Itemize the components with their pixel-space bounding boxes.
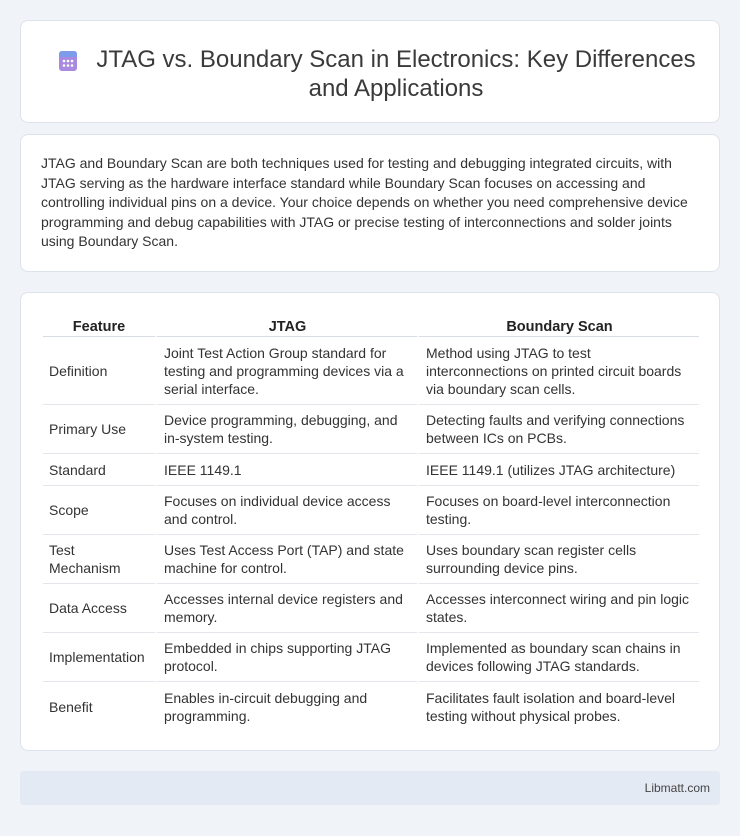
cell-jtag: Joint Test Action Group standard for testing and programming devices via a serial interface. bbox=[155, 337, 417, 405]
table-row bbox=[43, 535, 699, 584]
cell-jtag: Focuses on individual device access and control. bbox=[155, 486, 417, 535]
table-row bbox=[43, 337, 699, 405]
cell-feature: Data Access bbox=[43, 584, 155, 633]
intro-card bbox=[20, 134, 720, 272]
intro-paragraph: JTAG and Boundary Scan are both techniques used for testing and debugging integrated circuits, with JTAG serving as the hardware interface standard while Boundary Scan focuses on accessing and controlling individual pins on a device. Your choice depends on whether you need comprehensive device programming and debug capabilities with JTAG or precise testing of interconnections and solder joints using Boundary Scan. bbox=[41, 155, 688, 249]
cell-boundary-scan: Implemented as boundary scan chains in devices following JTAG standards. bbox=[417, 633, 699, 682]
cell-jtag: Device programming, debugging, and in-system testing. bbox=[155, 405, 417, 454]
comparison-table bbox=[43, 315, 699, 731]
cell-jtag: Embedded in chips supporting JTAG protocol. bbox=[155, 633, 417, 682]
calculator-icon bbox=[57, 50, 79, 72]
cell-boundary-scan: IEEE 1149.1 (utilizes JTAG architecture) bbox=[417, 454, 699, 486]
table-row bbox=[43, 633, 699, 682]
cell-boundary-scan: Uses boundary scan register cells surrounding device pins. bbox=[417, 535, 699, 584]
cell-boundary-scan: Focuses on board-level interconnection testing. bbox=[417, 486, 699, 535]
table-row bbox=[43, 454, 699, 486]
cell-jtag: IEEE 1149.1 bbox=[155, 454, 417, 486]
cell-jtag: Uses Test Access Port (TAP) and state machine for control. bbox=[155, 535, 417, 584]
cell-feature: Standard bbox=[43, 454, 155, 486]
cell-boundary-scan: Facilitates fault isolation and board-level testing without physical probes. bbox=[417, 682, 699, 731]
cell-feature: Implementation bbox=[43, 633, 155, 682]
header-feature: Feature bbox=[43, 315, 155, 337]
title-card bbox=[20, 20, 720, 123]
cell-feature: Definition bbox=[43, 337, 155, 405]
table-row bbox=[43, 584, 699, 633]
cell-jtag: Enables in-circuit debugging and programming. bbox=[155, 682, 417, 731]
table-row bbox=[43, 405, 699, 454]
cell-boundary-scan: Detecting faults and verifying connections between ICs on PCBs. bbox=[417, 405, 699, 454]
cell-feature: Benefit bbox=[49, 698, 93, 715]
table-row bbox=[43, 682, 699, 731]
comparison-card bbox=[20, 292, 720, 751]
page-title: JTAG vs. Boundary Scan in Electronics: Key Differences and Applications bbox=[96, 46, 696, 102]
cell-boundary-scan: Accesses interconnect wiring and pin logic states. bbox=[417, 584, 699, 633]
cell-feature: Scope bbox=[43, 486, 155, 535]
header-boundary-scan: Boundary Scan bbox=[417, 315, 699, 337]
cell-feature: Test Mechanism bbox=[43, 535, 155, 584]
footer bbox=[20, 771, 720, 805]
footer-site-link[interactable]: Libmatt.com bbox=[644, 781, 710, 795]
table-row bbox=[43, 486, 699, 535]
cell-jtag: Accesses internal device registers and memory. bbox=[155, 584, 417, 633]
cell-boundary-scan: Method using JTAG to test interconnections on printed circuit boards via boundary scan cells. bbox=[417, 337, 699, 405]
cell-feature: Primary Use bbox=[43, 405, 155, 454]
header-jtag: JTAG bbox=[155, 315, 417, 337]
table-header-row bbox=[43, 315, 699, 337]
